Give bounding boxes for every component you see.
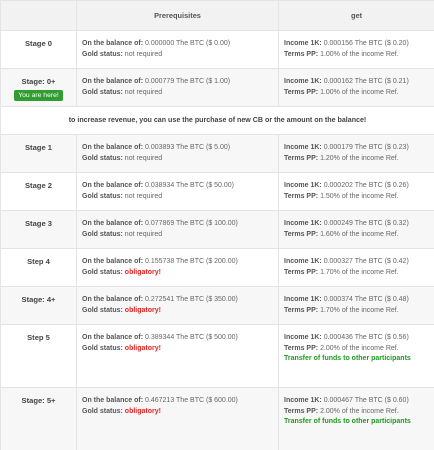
balance-label: On the balance of: xyxy=(82,182,144,189)
get-cell xyxy=(279,287,434,325)
terms-label: Terms PP: xyxy=(284,192,319,200)
terms-label: Terms PP: xyxy=(284,306,319,314)
balance-value: 0.155738 The BTC ($ 200.00) xyxy=(145,258,238,265)
balance-label: On the balance of: xyxy=(82,296,144,303)
prerequisites-cell xyxy=(77,287,279,325)
terms-value: 1.20% of the income Ref. xyxy=(320,154,399,162)
gold-label: Gold status: xyxy=(82,50,123,58)
header-get: get xyxy=(279,1,434,31)
prerequisites-cell xyxy=(77,173,279,211)
gold-value: not required xyxy=(124,192,163,200)
terms-label: Terms PP: xyxy=(284,50,319,58)
terms-label: Terms PP: xyxy=(284,268,319,276)
prerequisites-cell xyxy=(77,388,279,450)
balance-label: On the balance of: xyxy=(82,258,144,265)
terms-value: 2.00% of the income Ref. xyxy=(320,344,399,352)
table-row xyxy=(1,325,434,388)
income-value: 0.000436 The BTC ($ 0.56) xyxy=(323,334,409,341)
stage-label: Stage: 0+ xyxy=(21,77,56,86)
table-row xyxy=(1,135,434,173)
terms-value: 1.00% of the income Ref. xyxy=(320,50,399,58)
notice-text: to increase revenue, you can use the purchase of new CB or the amount on the balance! xyxy=(1,107,434,135)
income-value: 0.000467 The BTC ($ 0.60) xyxy=(323,397,409,404)
gold-value: not required xyxy=(124,88,163,96)
table-row xyxy=(1,211,434,249)
terms-value: 1.70% of the income Ref. xyxy=(320,306,399,314)
balance-label: On the balance of: xyxy=(82,78,144,85)
gold-value: not required xyxy=(124,154,163,162)
terms-value: 1.00% of the income Ref. xyxy=(320,88,399,96)
balance-label: On the balance of: xyxy=(82,220,144,227)
gold-label: Gold status: xyxy=(82,88,123,96)
table-row xyxy=(1,249,434,287)
income-label: Income 1K: xyxy=(284,258,322,265)
income-value: 0.000374 The BTC ($ 0.48) xyxy=(323,296,409,303)
gold-label: Gold status: xyxy=(82,230,123,238)
gold-value: not required xyxy=(124,230,163,238)
income-label: Income 1K: xyxy=(284,78,322,85)
prerequisites-cell xyxy=(77,249,279,287)
terms-label: Terms PP: xyxy=(284,407,319,415)
balance-value: 0.038934 The BTC ($ 50.00) xyxy=(145,182,234,189)
balance-value: 0.272541 The BTC ($ 350.00) xyxy=(145,296,238,303)
prerequisites-cell xyxy=(77,69,279,107)
get-cell xyxy=(279,135,434,173)
stage-cell: Stage: 5+ xyxy=(1,388,77,450)
get-cell xyxy=(279,249,434,287)
get-cell xyxy=(279,325,434,388)
get-cell xyxy=(279,69,434,107)
gold-label: Gold status: xyxy=(82,407,123,415)
terms-label: Terms PP: xyxy=(284,344,319,352)
gold-label: Gold status: xyxy=(82,306,123,314)
prerequisites-cell xyxy=(77,211,279,249)
terms-label: Terms PP: xyxy=(284,230,319,238)
stage-cell: Step 4 xyxy=(1,249,77,287)
stage-cell xyxy=(1,69,77,107)
table-row xyxy=(1,388,434,450)
gold-value: obligatory! xyxy=(124,268,161,276)
income-value: 0.000327 The BTC ($ 0.42) xyxy=(323,258,409,265)
income-label: Income 1K: xyxy=(284,182,322,189)
table-row xyxy=(1,287,434,325)
income-value: 0.000202 The BTC ($ 0.26) xyxy=(323,182,409,189)
gold-label: Gold status: xyxy=(82,192,123,200)
terms-label: Terms PP: xyxy=(284,154,319,162)
get-cell xyxy=(279,388,434,450)
gold-label: Gold status: xyxy=(82,268,123,276)
prerequisites-cell xyxy=(77,31,279,69)
prerequisites-cell xyxy=(77,325,279,388)
table-row-current xyxy=(1,69,434,107)
prerequisites-cell xyxy=(77,135,279,173)
stage-cell: Stage 1 xyxy=(1,135,77,173)
stage-cell: Step 5 xyxy=(1,325,77,388)
stage-cell: Stage 3 xyxy=(1,211,77,249)
stage-cell: Stage 0 xyxy=(1,31,77,69)
balance-value: 0.000779 The BTC ($ 1.00) xyxy=(145,78,231,85)
balance-value: 0.000000 The BTC ($ 0.00) xyxy=(145,40,231,47)
header-stage xyxy=(1,1,77,31)
income-label: Income 1K: xyxy=(284,397,322,404)
gold-value: obligatory! xyxy=(124,306,161,314)
balance-value: 0.467213 The BTC ($ 600.00) xyxy=(145,397,238,404)
gold-label: Gold status: xyxy=(82,154,123,162)
balance-label: On the balance of: xyxy=(82,397,144,404)
balance-value: 0.003893 The BTC ($ 5.00) xyxy=(145,144,231,151)
transfer-note: Transfer of funds to other participants xyxy=(284,418,411,425)
transfer-note: Transfer of funds to other participants xyxy=(284,355,411,362)
income-value: 0.000156 The BTC ($ 0.20) xyxy=(323,40,409,47)
you-are-here-badge: You are here! xyxy=(14,90,63,101)
income-label: Income 1K: xyxy=(284,220,322,227)
balance-label: On the balance of: xyxy=(82,144,144,151)
balance-label: On the balance of: xyxy=(82,40,144,47)
balance-label: On the balance of: xyxy=(82,334,144,341)
terms-value: 1.70% of the income Ref. xyxy=(320,268,399,276)
header-prerequisites: Prerequisites xyxy=(77,1,279,31)
get-cell xyxy=(279,173,434,211)
gold-label: Gold status: xyxy=(82,344,123,352)
income-label: Income 1K: xyxy=(284,40,322,47)
terms-value: 1.60% of the income Ref. xyxy=(320,230,399,238)
gold-value: not required xyxy=(124,50,163,58)
table-row xyxy=(1,173,434,211)
get-cell xyxy=(279,31,434,69)
terms-value: 1.50% of the income Ref. xyxy=(320,192,399,200)
table-row xyxy=(1,31,434,69)
gold-value: obligatory! xyxy=(124,407,161,415)
gold-value: obligatory! xyxy=(124,344,161,352)
header-row xyxy=(1,1,434,31)
income-value: 0.000249 The BTC ($ 0.32) xyxy=(323,220,409,227)
stage-cell: Stage 2 xyxy=(1,173,77,211)
income-value: 0.000179 The BTC ($ 0.23) xyxy=(323,144,409,151)
income-label: Income 1K: xyxy=(284,334,322,341)
terms-label: Terms PP: xyxy=(284,88,319,96)
balance-value: 0.077869 The BTC ($ 100.00) xyxy=(145,220,238,227)
stage-cell: Stage: 4+ xyxy=(1,287,77,325)
income-value: 0.000162 The BTC ($ 0.21) xyxy=(323,78,409,85)
income-label: Income 1K: xyxy=(284,144,322,151)
terms-value: 2.00% of the income Ref. xyxy=(320,407,399,415)
income-label: Income 1K: xyxy=(284,296,322,303)
notice-row xyxy=(1,107,434,135)
balance-value: 0.389344 The BTC ($ 500.00) xyxy=(145,334,238,341)
get-cell xyxy=(279,211,434,249)
